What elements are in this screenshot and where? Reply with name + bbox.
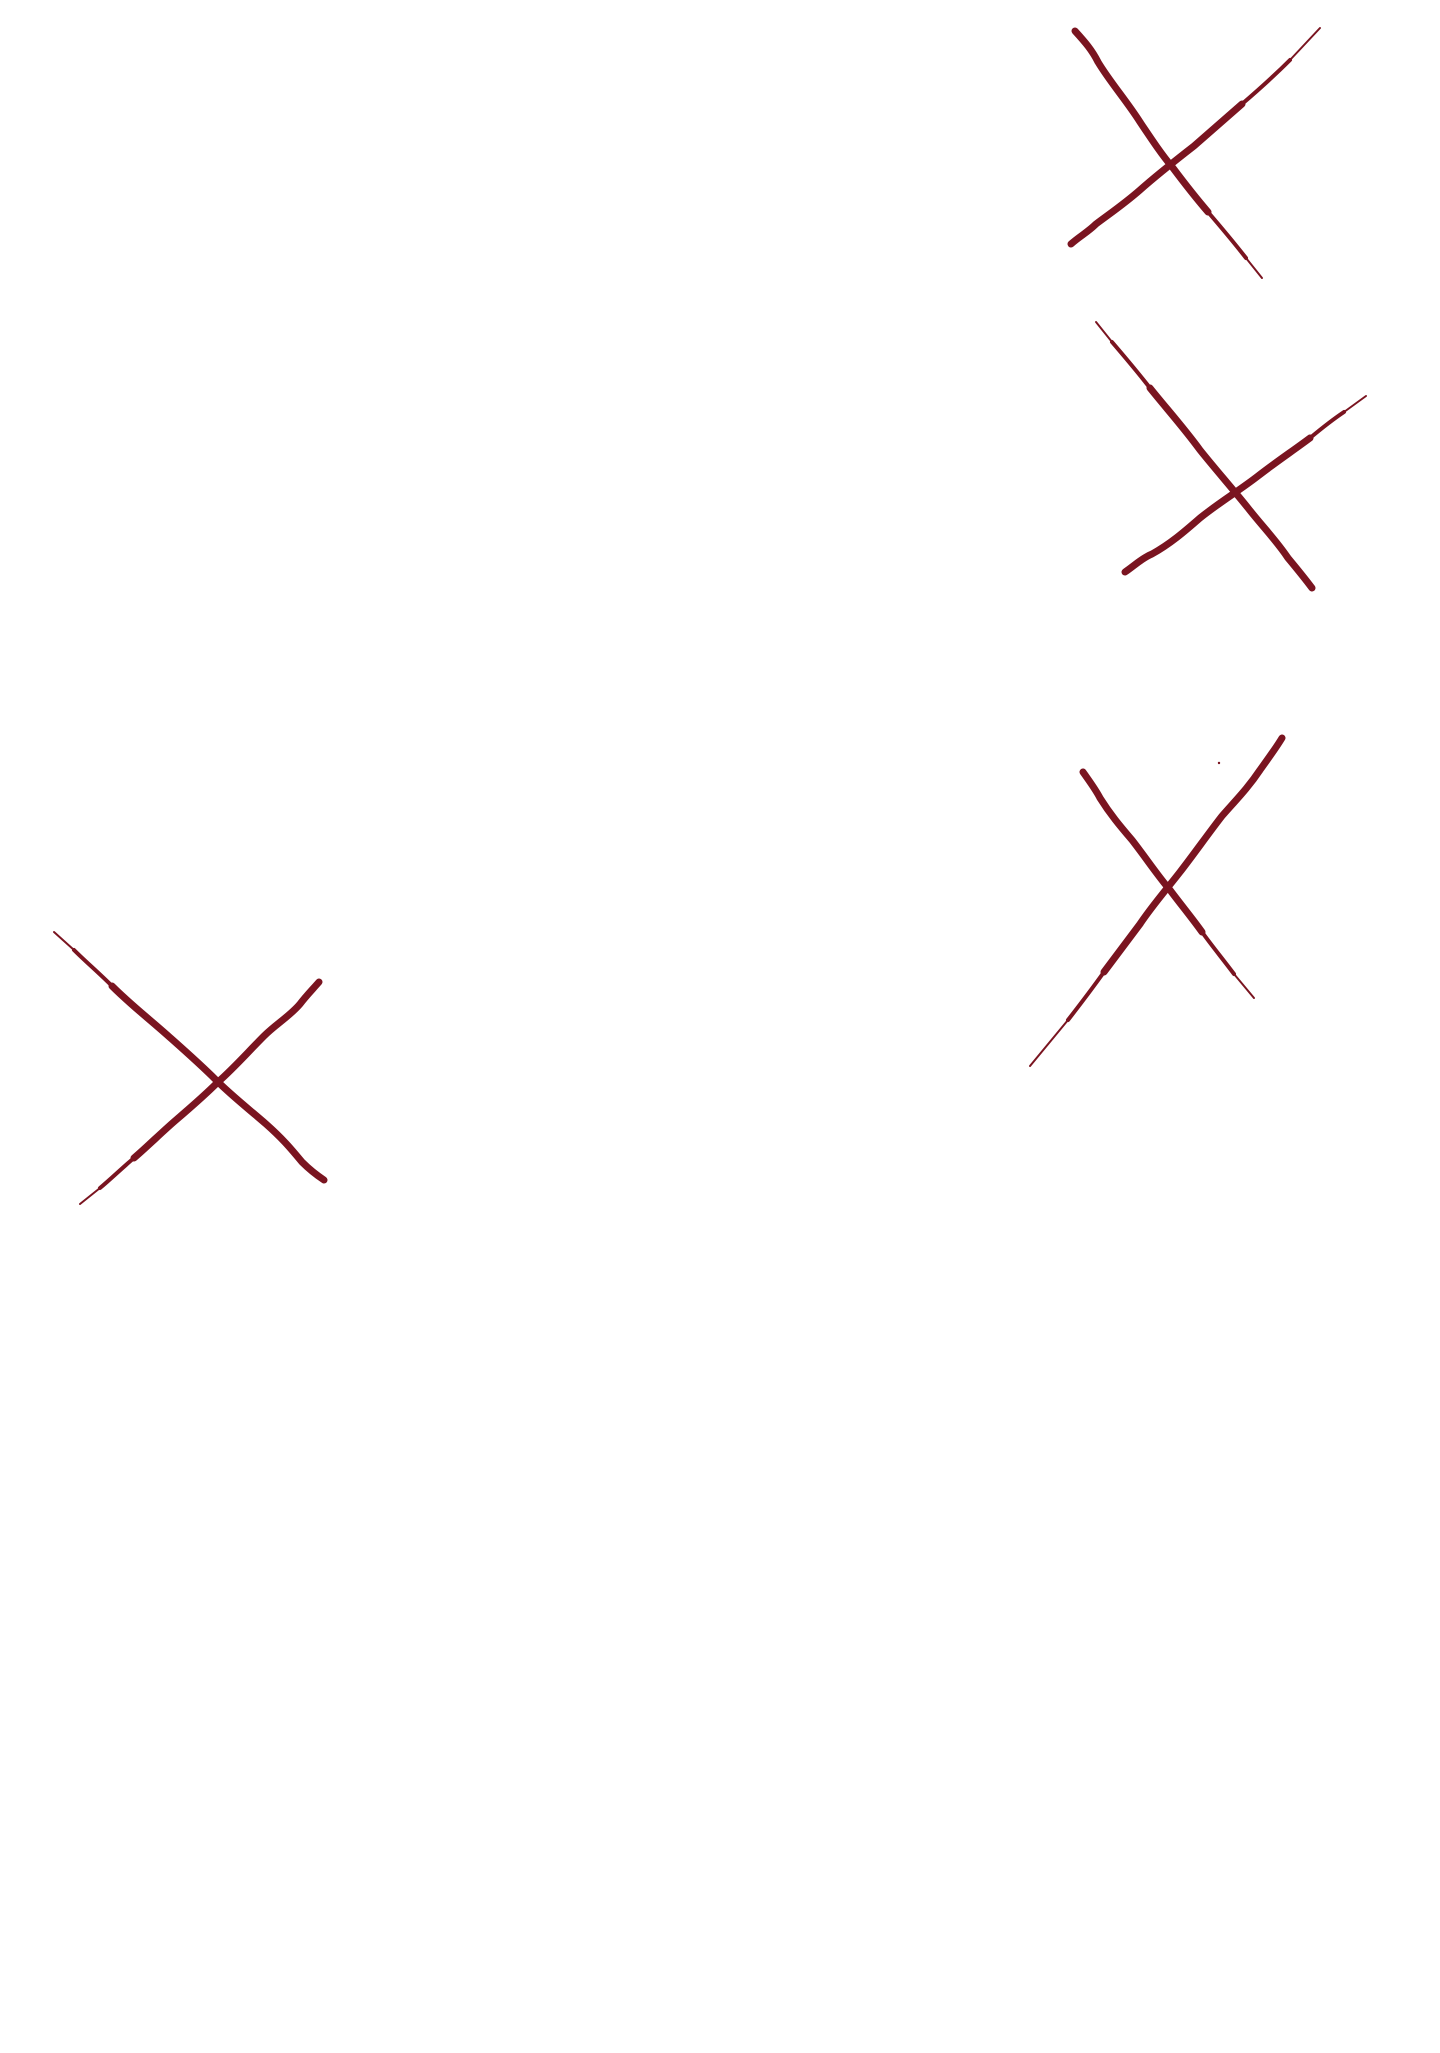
- ink-speck: [1218, 762, 1220, 764]
